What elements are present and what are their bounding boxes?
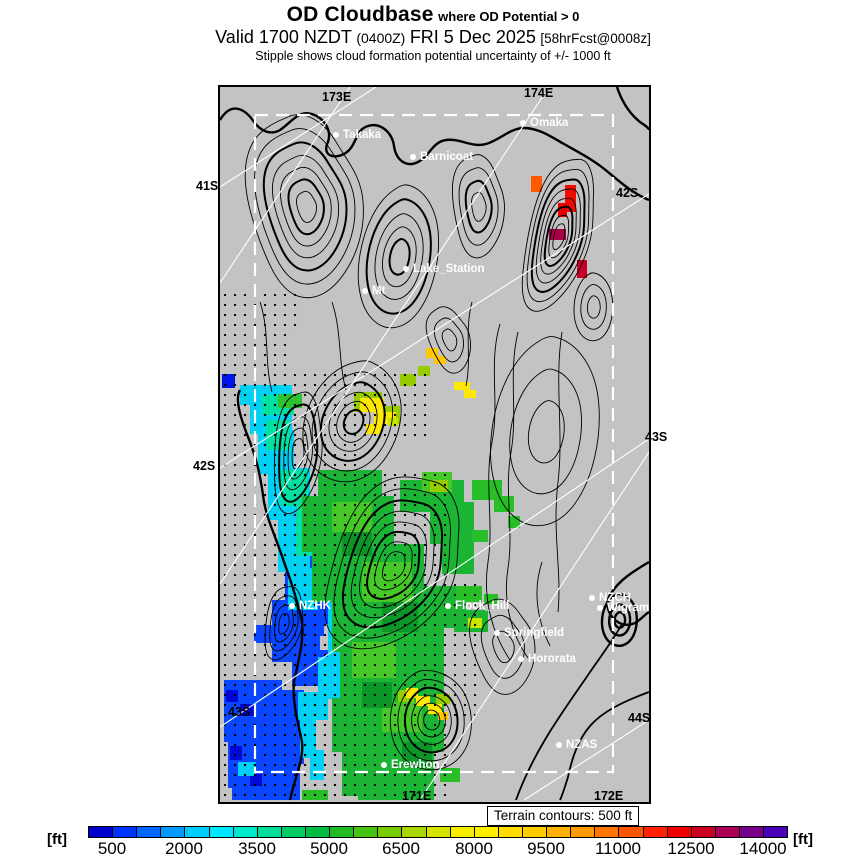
cloudbase-cells-red bbox=[531, 176, 587, 278]
title-qualifier: where OD Potential > 0 bbox=[438, 9, 580, 24]
valid-time: Valid 1700 NZDT bbox=[215, 27, 352, 47]
station-wigram: Wigram bbox=[597, 602, 649, 614]
colorbar-segment bbox=[89, 827, 113, 837]
colorbar-segment bbox=[137, 827, 161, 837]
station-dot bbox=[518, 656, 524, 662]
grid-label-42s-left: 42S bbox=[193, 459, 216, 473]
grid-label-43s-right: 43S bbox=[645, 430, 668, 444]
colorbar-segment bbox=[740, 827, 764, 837]
colorbar-segment bbox=[451, 827, 475, 837]
station-dot bbox=[333, 132, 339, 138]
colorbar-unit-right: [ft] bbox=[793, 831, 813, 848]
station-dot bbox=[589, 595, 595, 601]
grid-label-172e: 172E bbox=[594, 789, 624, 803]
station-takaka: Takaka bbox=[333, 129, 381, 141]
colorbar-segment bbox=[499, 827, 523, 837]
station-dot bbox=[362, 288, 368, 294]
station-dot bbox=[494, 630, 500, 636]
colorbar-segment bbox=[571, 827, 595, 837]
station-dot bbox=[381, 762, 387, 768]
stipple-region bbox=[220, 294, 482, 800]
grid-label-41s: 41S bbox=[196, 179, 219, 193]
colorbar-segment bbox=[668, 827, 692, 837]
station-dot bbox=[289, 603, 295, 609]
station-dot bbox=[410, 154, 416, 160]
station-nzas: NZAS bbox=[556, 739, 597, 751]
station-flock-hill: Flock_Hill bbox=[445, 600, 509, 612]
grid-label-174e: 174E bbox=[524, 86, 554, 100]
station-barnicoat: Barnicoat bbox=[410, 151, 473, 163]
grid-label-173e: 173E bbox=[322, 90, 352, 104]
colorbar-segment bbox=[619, 827, 643, 837]
title-line bbox=[0, 3, 850, 27]
grid-label-42s-right: 42S bbox=[616, 186, 639, 200]
station-nzhk: NZHK bbox=[289, 600, 331, 612]
colorbar-segment bbox=[234, 827, 258, 837]
colorbar-segment bbox=[306, 827, 330, 837]
station-dot bbox=[556, 742, 562, 748]
valid-line bbox=[0, 27, 850, 48]
terrain-contour-note: Terrain contours: 500 ft bbox=[487, 806, 639, 826]
forecast-map bbox=[218, 85, 651, 804]
grid-label-43s-left: 43S bbox=[228, 705, 251, 719]
station-dot bbox=[520, 120, 526, 126]
colorbar-segment bbox=[427, 827, 451, 837]
station-springfield: Springfield bbox=[494, 627, 564, 639]
colorbar-segment bbox=[523, 827, 547, 837]
forecast-reference: [58hrFcst@0008z] bbox=[540, 31, 651, 46]
colorbar-segment bbox=[402, 827, 426, 837]
colorbar-tick: 11000 bbox=[594, 839, 641, 858]
colorbar-segment bbox=[644, 827, 668, 837]
colorbar-segment bbox=[282, 827, 306, 837]
station-nzch: NZCH bbox=[589, 592, 631, 604]
station-lake-station: Lake_Station bbox=[403, 263, 485, 275]
colorbar-tick: 12500 bbox=[667, 839, 715, 858]
colorbar-tick: 3500 bbox=[238, 839, 276, 858]
station-dot bbox=[403, 266, 409, 272]
colorbar-segment bbox=[185, 827, 209, 837]
valid-date: FRI 5 Dec 2025 bbox=[409, 27, 536, 47]
colorbar-segment bbox=[354, 827, 378, 837]
station-hororata: Hororata bbox=[518, 653, 576, 665]
colorbar-swatches bbox=[88, 826, 788, 838]
colorbar-segment bbox=[547, 827, 571, 837]
colorbar-ticks bbox=[0, 839, 850, 857]
stipple-note: Stipple shows cloud formation potential uncertainty of +/- 1000 ft bbox=[255, 49, 611, 63]
station-mt: Mt bbox=[362, 285, 385, 297]
grid-label-44s: 44S bbox=[628, 711, 651, 725]
station-omaka: Omaka bbox=[520, 117, 568, 129]
colorbar-segment bbox=[113, 827, 137, 837]
colorbar-tick: 9500 bbox=[527, 839, 565, 858]
station-dot bbox=[445, 603, 451, 609]
colorbar-tick: 14000 bbox=[739, 839, 787, 858]
colorbar-segment bbox=[692, 827, 716, 837]
colorbar-segment bbox=[475, 827, 499, 837]
colorbar-segment bbox=[161, 827, 185, 837]
colorbar-unit-left: [ft] bbox=[47, 831, 67, 848]
station-dot bbox=[597, 605, 603, 611]
colorbar-segment bbox=[378, 827, 402, 837]
colorbar-segment bbox=[330, 827, 354, 837]
colorbar-tick: 5000 bbox=[310, 839, 348, 858]
colorbar-segment bbox=[210, 827, 234, 837]
valid-zulu: (0400Z) bbox=[356, 30, 406, 46]
colorbar-segment bbox=[595, 827, 619, 837]
station-erewhon: Erewhon bbox=[381, 759, 440, 771]
colorbar-tick: 500 bbox=[97, 839, 127, 858]
colorbar-tick: 2000 bbox=[165, 839, 203, 858]
colorbar-segment bbox=[716, 827, 740, 837]
colorbar-tick: 6500 bbox=[382, 839, 420, 858]
page-title: OD Cloudbase bbox=[286, 3, 434, 26]
colorbar-segment bbox=[258, 827, 282, 837]
colorbar-segment bbox=[764, 827, 787, 837]
map-canvas bbox=[220, 87, 649, 802]
colorbar-tick: 8000 bbox=[455, 839, 493, 858]
grid-label-171e: 171E bbox=[402, 789, 432, 803]
